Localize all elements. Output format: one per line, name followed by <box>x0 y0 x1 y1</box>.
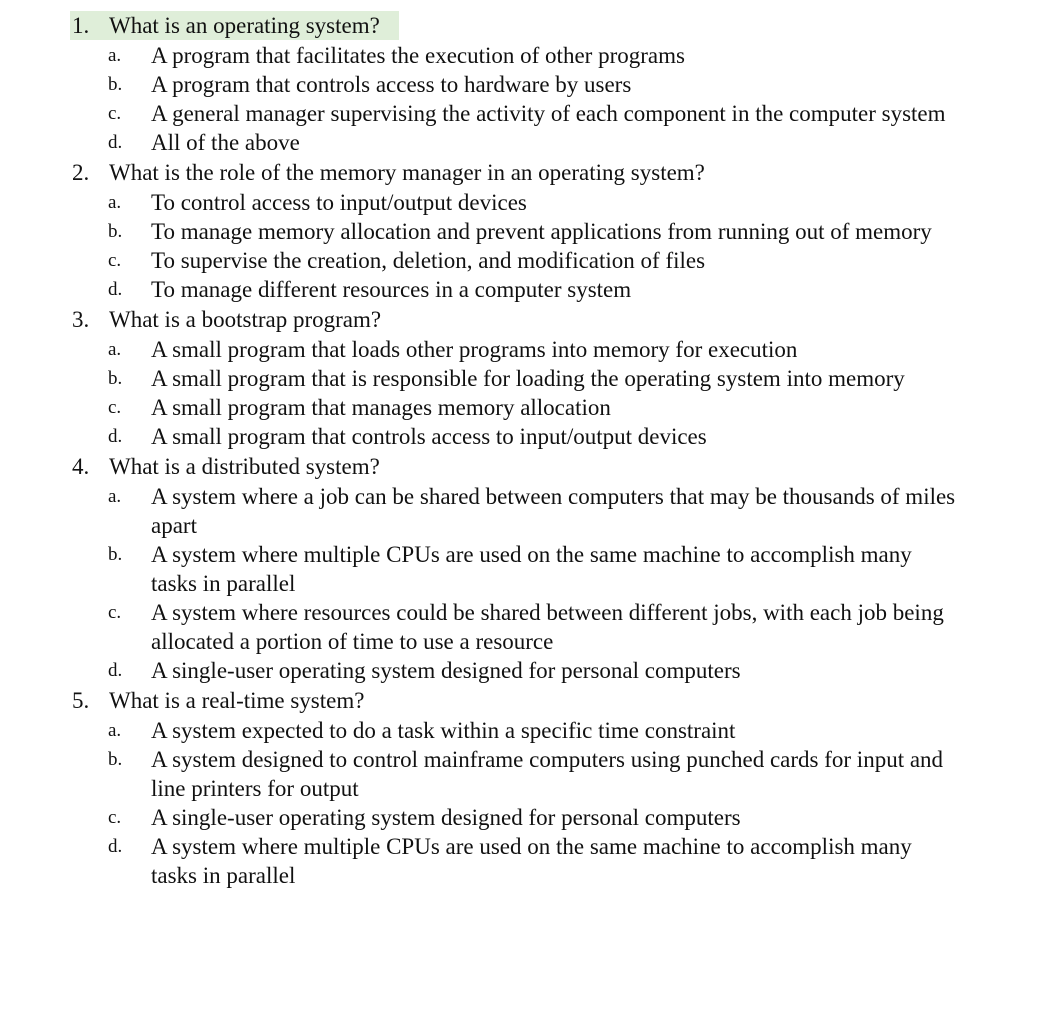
option-text: To manage different resources in a computer system <box>151 277 632 302</box>
option-text: A general manager supervising the activity of each component in the computer system <box>151 101 946 126</box>
option-letter: c. <box>108 103 122 124</box>
question-4 <box>0 451 1058 685</box>
option-letter: c. <box>108 250 122 271</box>
answer-option <box>0 803 1058 832</box>
option-letter: b. <box>108 74 123 95</box>
answer-option <box>0 832 1058 890</box>
option-letter: b. <box>108 221 123 242</box>
option-letter: c. <box>108 602 122 623</box>
option-text: A small program that controls access to input/output devices <box>151 424 707 449</box>
option-text: A small program that manages memory allocation <box>151 395 611 420</box>
option-letter: a. <box>108 720 122 741</box>
answer-option <box>0 745 1058 803</box>
question-header <box>0 451 1058 482</box>
answer-option <box>0 99 1058 128</box>
option-letter: d. <box>108 660 123 681</box>
option-text: A program that controls access to hardware by users <box>151 72 632 97</box>
answer-option <box>0 656 1058 685</box>
answer-option <box>0 41 1058 70</box>
answer-option <box>0 70 1058 99</box>
question-text: What is a real-time system? <box>109 688 365 713</box>
option-letter: c. <box>108 397 122 418</box>
answer-option <box>0 246 1058 275</box>
option-text: A system where a job can be shared between computers that may be thousands of miles apart <box>151 484 956 538</box>
question-header <box>0 10 1058 41</box>
option-text: To supervise the creation, deletion, and modification of files <box>151 248 706 273</box>
option-text: All of the above <box>151 130 300 155</box>
option-text: A system where multiple CPUs are used on the same machine to accomplish many tasks in parallel <box>151 542 912 596</box>
question-5 <box>0 685 1058 890</box>
option-text: A single-user operating system designed for personal computers <box>151 805 741 830</box>
question-number: 5. <box>72 688 90 713</box>
option-text: A system designed to control mainframe computers using punched cards for input and line printers for output <box>151 747 944 801</box>
option-text: To manage memory allocation and prevent applications from running out of memory <box>151 219 932 244</box>
question-number: 2. <box>72 160 90 185</box>
option-letter: b. <box>108 544 123 565</box>
option-letter: d. <box>108 132 123 153</box>
option-letter: a. <box>108 192 122 213</box>
question-text: What is a bootstrap program? <box>109 307 382 332</box>
question-number: 3. <box>72 307 90 332</box>
answer-option <box>0 364 1058 393</box>
question-header <box>0 304 1058 335</box>
question-header <box>0 157 1058 188</box>
quiz-document <box>0 10 1058 890</box>
answer-option <box>0 716 1058 745</box>
question-text: What is a distributed system? <box>109 454 380 479</box>
option-letter: a. <box>108 486 122 507</box>
question-1 <box>0 10 1058 157</box>
option-text: A system expected to do a task within a specific time constraint <box>151 718 736 743</box>
question-2 <box>0 157 1058 304</box>
option-letter: d. <box>108 279 123 300</box>
option-letter: b. <box>108 368 123 389</box>
question-3 <box>0 304 1058 451</box>
question-text: What is the role of the memory manager in an operating system? <box>109 160 705 185</box>
option-text: A system where resources could be shared between different jobs, with each job being allocated a portion of time to use a resource <box>151 600 944 654</box>
option-text: A small program that is responsible for loading the operating system into memory <box>151 366 905 391</box>
option-text: A small program that loads other programs into memory for execution <box>151 337 798 362</box>
answer-option <box>0 188 1058 217</box>
answer-option <box>0 540 1058 598</box>
answer-option <box>0 128 1058 157</box>
option-text: A program that facilitates the execution of other programs <box>151 43 685 68</box>
option-text: To control access to input/output devices <box>151 190 527 215</box>
option-letter: b. <box>108 749 123 770</box>
option-letter: a. <box>108 339 122 360</box>
answer-option <box>0 482 1058 540</box>
answer-option <box>0 217 1058 246</box>
answer-option <box>0 598 1058 656</box>
question-header <box>0 685 1058 716</box>
option-text: A system where multiple CPUs are used on the same machine to accomplish many tasks in parallel <box>151 834 912 888</box>
question-number: 1. <box>72 13 90 38</box>
answer-option <box>0 393 1058 422</box>
answer-option <box>0 422 1058 451</box>
answer-option <box>0 335 1058 364</box>
question-number: 4. <box>72 454 90 479</box>
answer-option <box>0 275 1058 304</box>
option-letter: c. <box>108 807 122 828</box>
option-letter: a. <box>108 45 122 66</box>
option-text: A single-user operating system designed for personal computers <box>151 658 741 683</box>
question-text: What is an operating system? <box>109 13 380 38</box>
option-letter: d. <box>108 426 123 447</box>
option-letter: d. <box>108 836 123 857</box>
